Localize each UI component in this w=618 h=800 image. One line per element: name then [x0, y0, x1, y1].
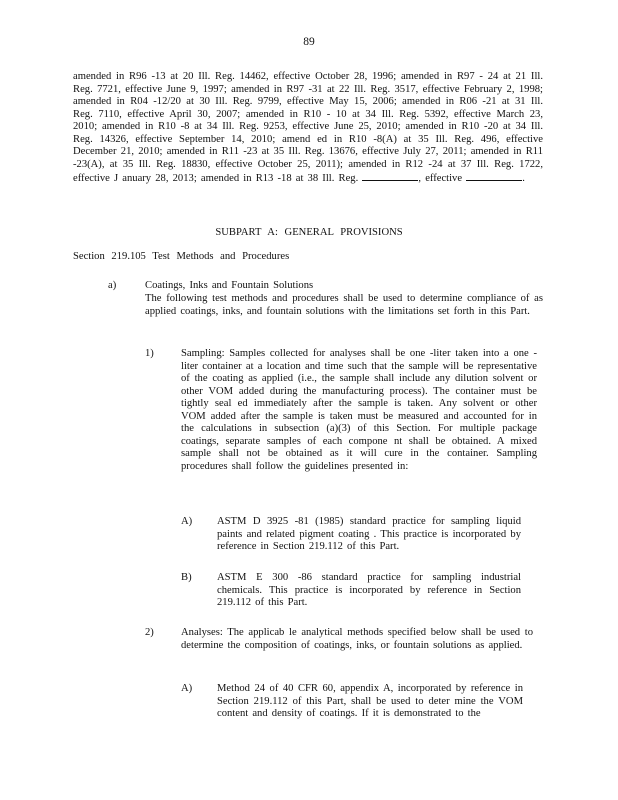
- subsection-a-text: The following test methods and procedures shall be used to determine compliance of as applied coatings, inks, and fountain solutions with the limitations set forth in this Part.: [145, 293, 543, 317]
- item-1a-marker: A): [181, 516, 193, 527]
- amendment-history-text: amended in R96 -13 at 20 Ill. Reg. 14462, effective October 28, 1996; amended in R97 - 24 at 21 Ill. Reg. 7721, effective June 9, 1997; amended in R97 -31 at 22 Ill. Reg. 3517, effective February 2, 1998; amended in R04 -12/20 at 30 Ill. Reg. 9799, effective May 15, 2006; amended in R06 -21 at 31 Ill. Reg. 7110, effective April 30, 2007; amended in R10 - 10 at 34 Ill. Reg. 5392, effective March 23, 2010; amended in R10 -8 at 34 Ill. Reg. 9253, effective June 25, 2010; amended in R10 -20 at 34 Ill. Reg. 14326, effective September 14, 2010; amend ed in R10 -8(A) at 35 Ill. Reg. 496, effective December 21, 2010; amended in R11 -23 at 35 Ill. Reg. 13676, effective July 27, 2011; amended in R11 -23(A), at 35 Ill. Reg. 18830, effective October 25, 2011); amended in R12 -24 at 37 Ill. Reg. 1722, effective J anuary 28, 2013; amended in R13 -18 at 38 Ill. Reg.: [73, 71, 543, 184]
- amendment-history: [73, 71, 543, 186]
- item-1-text: Sampling: Samples collected for analyses shall be one -liter taken into a one -liter container at a location and time such that the sample will be representative of the coating as applied (i.e., the sample shall include any dilution solvent or other VOM added during the manufacturing process). The container must be tightly seal ed immediately after the sample is taken. Any solvent or other VOM added after the sample is taken must be measured and accounted for in the calculations in subsection (a)(3) of this Section. For multiple package coatings, separate samples of each compone nt shall be obtained. A mixed sample shall not be obtained as it will cure in the container. Sampling procedures shall follow the guidelines presented in:: [181, 348, 537, 472]
- item-2-text: Analyses: The applicab le analytical methods specified below shall be used to determine the composition of coatings, inks, or fountain solutions as applied.: [181, 627, 533, 651]
- item-1b-text: ASTM E 300 -86 standard practice for sampling industrial chemicals. This practice is incorporated by reference in Section 219.112 of this Part.: [217, 572, 521, 608]
- page-number: 89: [303, 36, 315, 48]
- section-heading: Section 219.105 Test Methods and Procedures: [73, 251, 290, 262]
- item-2-marker: 2): [145, 627, 154, 638]
- item-2a-marker: A): [181, 683, 193, 694]
- item-1a-text: ASTM D 3925 -81 (1985) standard practice for sampling liquid paints and related pigment coating . This practice is incorporated by reference in Section 219.112 of this Part.: [217, 516, 521, 552]
- blank-effective-date: [466, 171, 522, 181]
- effective-label: , effective: [418, 173, 463, 184]
- end-period: .: [522, 173, 525, 184]
- subsection-a-title: Coatings, Inks and Fountain Solutions: [145, 280, 314, 291]
- item-1-marker: 1): [145, 348, 154, 359]
- blank-register-page: [362, 171, 418, 181]
- item-1b-marker: B): [181, 572, 192, 583]
- item-2a-text: Method 24 of 40 CFR 60, appendix A, incorporated by reference in Section 219.112 of this Part, shall be used to deter mine the VOM content and density of coatings. If it is demonstrated to the: [217, 683, 523, 719]
- subsection-a-marker: a): [108, 280, 117, 291]
- subpart-heading: SUBPART A: GENERAL PROVISIONS: [215, 227, 403, 238]
